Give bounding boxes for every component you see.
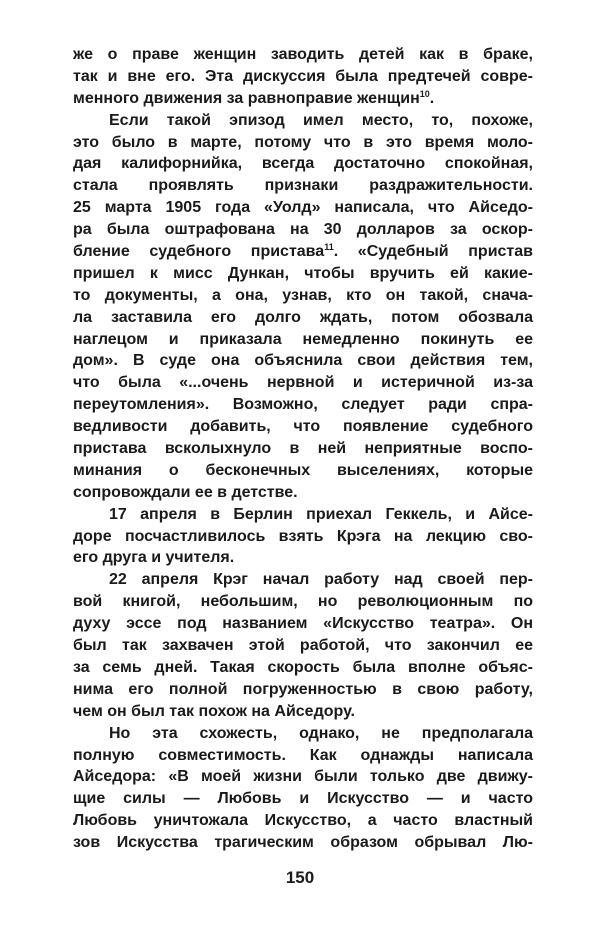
text-line <box>73 701 533 723</box>
line-text: вой книгой, небольшим, но революционным по <box>73 593 533 611</box>
line-text: 17 апреля в Берлин приехал Геккель, и Айсе- <box>109 505 533 523</box>
line-text: был так захвачен этой работой, что закончил ее <box>73 637 533 655</box>
line-text: пришел к мисс Дункан, чтобы вручить ей какие- <box>73 264 533 282</box>
footnote-marker: 11 <box>324 242 334 253</box>
text-line <box>73 372 533 394</box>
text-line <box>73 350 533 372</box>
text-line <box>73 307 533 329</box>
line-text: так и вне его. Эта дискуссия была предтечей совре- <box>73 67 533 85</box>
line-text: 22 апреля Крэг начал работу над своей пер- <box>109 571 533 589</box>
text-line <box>73 263 533 285</box>
line-text: пристава всколыхнуло в ней неприятные воспо- <box>73 440 533 458</box>
line-text: нима его полной погруженностью в свою работу, <box>73 680 533 698</box>
line-text: полную совместимость. Как однажды написала <box>73 746 533 764</box>
text-line <box>73 438 533 460</box>
line-text: что была «...очень нервной и истеричной из-за <box>73 374 533 392</box>
footnote-marker: 10 <box>419 88 430 99</box>
line-text: ра была оштрафована на 30 долларов за оскор- <box>73 221 533 239</box>
text-line <box>73 175 533 197</box>
text-line <box>73 329 533 351</box>
text-line <box>73 657 533 679</box>
text-line <box>73 416 533 438</box>
text-line <box>73 197 533 219</box>
line-text: сопровождали ее в детстве. <box>73 483 298 501</box>
text-line <box>73 110 533 132</box>
text-line <box>73 547 533 569</box>
line-text: доре посчастливилось взять Крэга на лекцию сво- <box>73 527 533 545</box>
line-text: стала проявлять признаки раздражительности. <box>73 177 533 195</box>
text-line <box>73 241 533 263</box>
text-line <box>73 504 533 526</box>
text-line <box>73 285 533 307</box>
line-text: Если такой эпизод имел место, то, похоже, <box>109 111 533 129</box>
text-line <box>73 788 533 810</box>
text-line <box>73 66 533 88</box>
line-text: щие силы — Любовь и Искусство — и часто <box>73 790 533 808</box>
line-text: зов Искусства трагическим образом обрывал Лю- <box>73 834 533 852</box>
text-line <box>73 394 533 416</box>
text-line <box>73 723 533 745</box>
line-text: это было в марте, потому что в это время моло- <box>73 133 533 151</box>
line-text: ведливости добавить, что появление судебного <box>73 418 533 436</box>
line-text: чем он был так похож на Айседору. <box>73 702 355 720</box>
line-text: минания о бесконечных выселениях, которые <box>73 461 533 479</box>
line-text: то документы, а она, узнав, кто он такой, снача- <box>73 286 533 304</box>
text-line <box>73 482 533 504</box>
text-line <box>73 745 533 767</box>
text-line <box>73 679 533 701</box>
line-text: Любовь уничтожала Искусство, а часто властный <box>73 812 533 830</box>
line-text: 25 марта 1905 года «Уолд» написала, что Айседо- <box>73 199 533 217</box>
text-line <box>73 44 533 66</box>
line-text: менного движения за равноправие женщин <box>73 89 420 107</box>
text-line <box>73 132 533 154</box>
line-text: переутомления». Возможно, следует ради спра- <box>73 396 533 414</box>
text-line <box>73 88 533 110</box>
text-line <box>73 219 533 241</box>
text-line <box>73 635 533 657</box>
line-text: ла заставила его долго ждать, потом обозвала <box>73 308 533 326</box>
text-line <box>73 526 533 548</box>
book-page-text <box>73 44 533 854</box>
page-number: 150 <box>285 868 315 887</box>
line-text: дая калифорнийка, всегда достаточно спокойная, <box>73 155 533 173</box>
line-text-after-footnote: . <box>429 89 435 107</box>
text-line <box>73 613 533 635</box>
line-text: дом». В суде она объяснила свои действия тем, <box>73 352 533 370</box>
text-line <box>73 153 533 175</box>
line-text-after-footnote: . «Судебный пристав <box>333 243 533 261</box>
text-line <box>73 460 533 482</box>
line-text: духу эссе под названием «Искусство театра». Он <box>73 615 533 633</box>
line-text: наглецом и приказала немедленно покинуть ее <box>73 330 533 348</box>
text-line <box>73 569 533 591</box>
line-text: же о праве женщин заводить детей как в браке, <box>73 46 533 63</box>
line-text: Но эта схожесть, однако, не предполагала <box>109 724 533 742</box>
line-text: бление судебного пристава <box>73 243 325 261</box>
text-line <box>73 591 533 613</box>
line-text: за семь дней. Такая скорость была вполне объяс- <box>73 658 533 676</box>
line-text: его друга и учителя. <box>73 549 235 567</box>
text-line <box>73 810 533 832</box>
line-text: Айседора: «В моей жизни были только две движу- <box>73 768 533 786</box>
text-line <box>73 766 533 788</box>
text-line <box>73 832 533 854</box>
